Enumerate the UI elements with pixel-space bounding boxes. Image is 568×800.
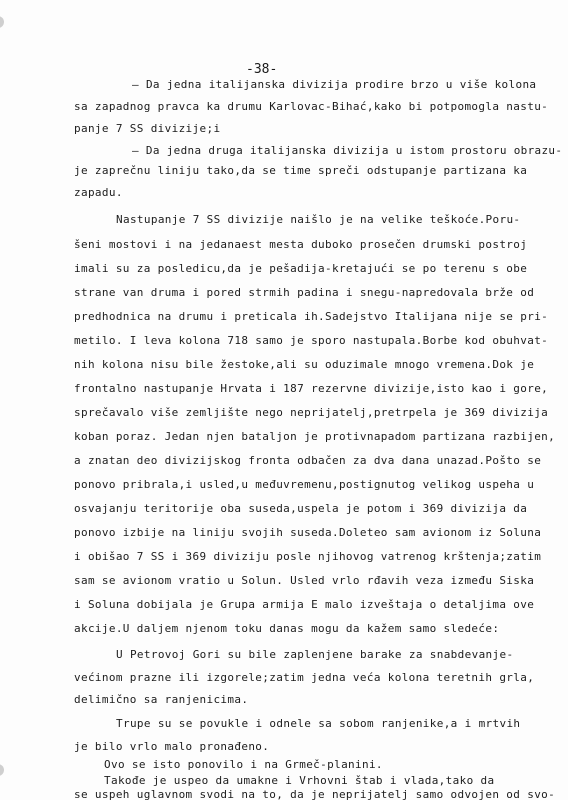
text-line: sprečavalo više zemljište nego neprijatelj,pretrpela je 369 divizija <box>74 406 549 419</box>
text-line: sam se avionom vratio u Solun. Usled vrlo rđavih veza između Siska <box>74 574 535 587</box>
text-line: strane van druma i pored strmih padina i snegu-napredovala brže od <box>74 286 535 299</box>
text-line: frontalno nastupanje Hrvata i 187 rezervne divizije,isto kao i gore, <box>74 382 549 395</box>
text-line: koban poraz. Jedan njen bataljon je protivnapadom partizana razbijen, <box>74 430 556 443</box>
text-line: je zaprečnu liniju tako,da se time spreči odstupanje partizana ka <box>74 164 528 177</box>
text-line: i obišao 7 SS i 369 diviziju posle njihovog vatrenog krštenja;zatim <box>74 550 542 563</box>
text-line: U Petrovoj Gori su bile zaplenjene barake za snabdevanje- <box>116 648 514 661</box>
page-number: -38- <box>246 62 278 77</box>
text-line: Ovo se isto ponovilo i na Grmeč-planini. <box>104 758 383 771</box>
text-line: metilo. I leva kolona 718 samo je sporo nastupala.Borbe kod obuhvat- <box>74 334 549 347</box>
text-line: panje 7 SS divizije;i <box>74 122 221 135</box>
text-line: zapadu. <box>74 186 123 199</box>
text-line: ponovo pribrala,i usled,u međuvremenu,postignutog velikog uspeha u <box>74 478 535 491</box>
text-line: šeni mostovi i na jedanaest mesta duboko prosečen drumski postroj <box>74 238 528 251</box>
text-line: Nastupanje 7 SS divizije naišlo je na velike teškoće.Poru- <box>116 213 521 226</box>
text-line: osvajanju teritorije oba suseda,uspela je potom i 369 divizija da <box>74 502 528 515</box>
text-line: – Da jedna italijanska divizija prodire brzo u više kolona <box>132 78 537 91</box>
text-line: – Da jedna druga italijanska divizija u istom prostoru obrazu- <box>132 144 563 157</box>
text-line: Takođe je uspeo da umakne i Vrhovni štab i vlada,tako da <box>104 774 495 787</box>
text-line: većinom prazne ili izgorele;zatim jedna veća kolona teretnih grla, <box>74 671 535 684</box>
text-line: a znatan deo divizijskog fronta odbačen za dva dana unazad.Pošto se <box>74 454 542 467</box>
text-line: i Soluna dobijala je Grupa armija E malo izveštaja o detaljima ove <box>74 598 535 611</box>
text-line: se uspeh uglavnom svodi na to, da je neprijatelj samo odvojen od svo- <box>74 788 556 800</box>
text-line: je bilo vrlo malo pronađeno. <box>74 740 270 753</box>
text-line: Trupe su se povukle i odnele sa sobom ranjenike,a i mrtvih <box>116 717 521 730</box>
text-line: predhodnica na drumu i preticala ih.Sadejstvo Italijana nije se pri- <box>74 310 549 323</box>
text-line: sa zapadnog pravca ka drumu Karlovac-Bihać,kako bi potpomogla nastu- <box>74 100 549 113</box>
text-line: imali su za posledicu,da je pešadija-kretajući se po terenu s obe <box>74 262 528 275</box>
text-line: ponovo izbije na liniju svojih suseda.Doleteo sam avionom iz Soluna <box>74 526 542 539</box>
text-line: akcije.U daljem njenom toku danas mogu da kažem samo sledeće: <box>74 622 500 635</box>
text-line: nih kolona nisu bile žestoke,ali su oduzimale mnogo vremena.Dok je <box>74 358 535 371</box>
text-line: delimično sa ranjenicima. <box>74 693 249 706</box>
